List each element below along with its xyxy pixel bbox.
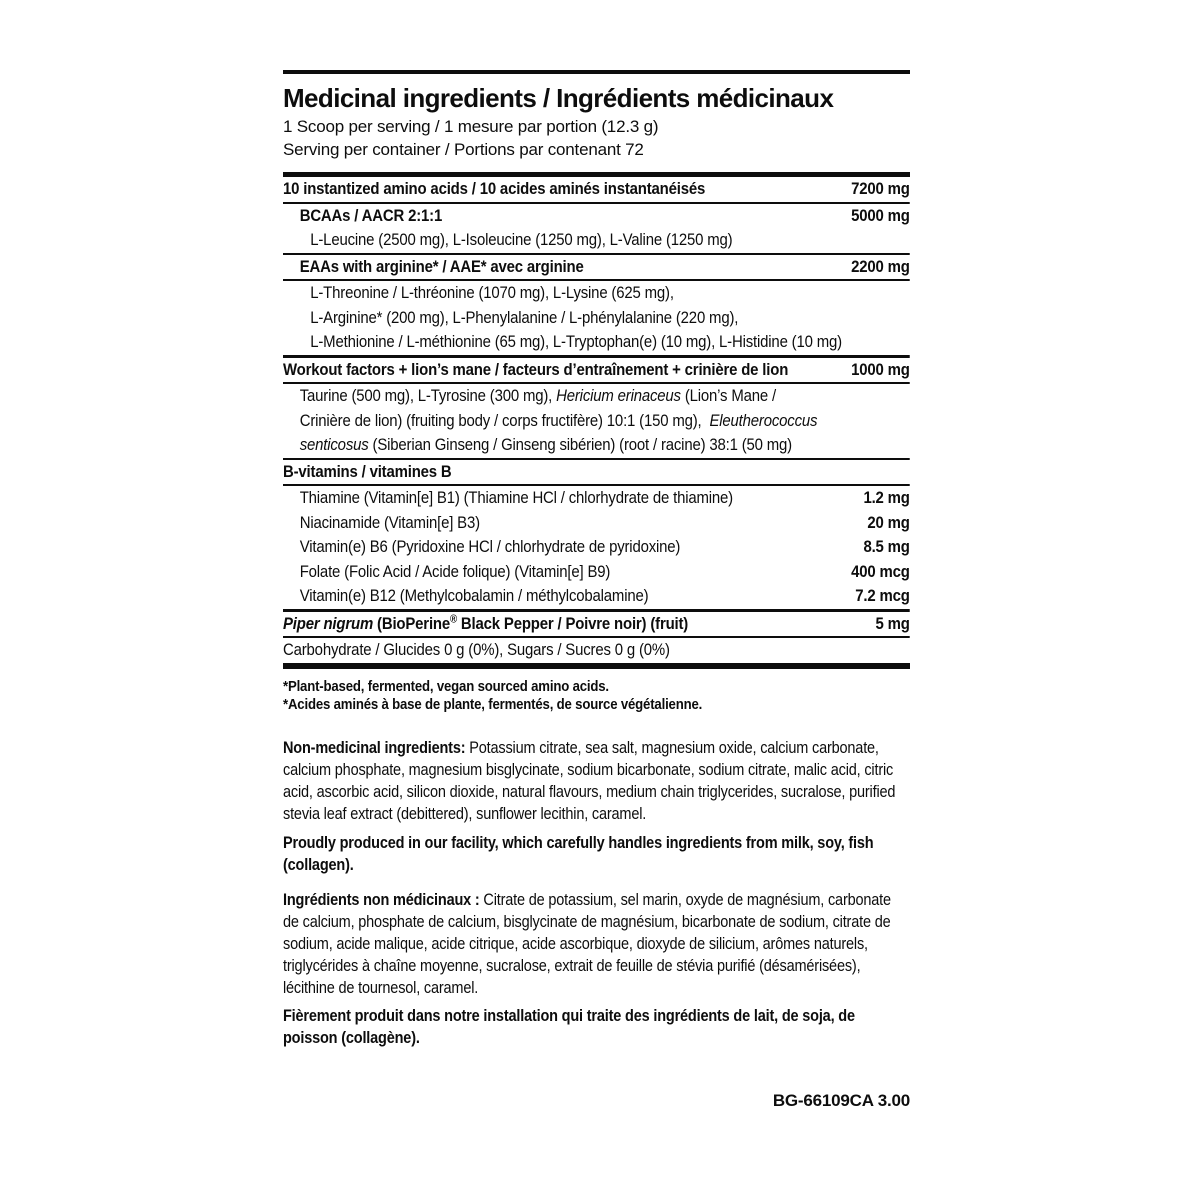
footnotes bbox=[283, 678, 910, 715]
text-segment: Citrate de potassium, sel marin, oxyde de magnésium, carbonate de calcium, phosphate de calcium, bisglycinate de magnésium, bicarbonate de sodium, citrate de sodium, acide malique, acide citrique, acide ascorbique, dioxyde de silicium, arômes naturels, triglycérides à chaîne moyenne, sucralose, extrait de feuille de stévia purifié (désamérisées), lécithine de tournesol, caramel. bbox=[283, 890, 895, 997]
serving-size-line: 1 Scoop per serving / 1 mesure par portion (12.3 g) bbox=[283, 117, 659, 136]
table-row bbox=[283, 584, 910, 612]
ingredient-amount: 1.2 mg bbox=[863, 488, 910, 507]
table-row bbox=[283, 433, 910, 460]
text-segment: Ingrédients non médicinaux : bbox=[283, 890, 480, 909]
footnote-en: *Plant-based, fermented, vegan sourced amino acids. bbox=[283, 677, 609, 695]
table-row bbox=[283, 204, 910, 229]
ingredient-name bbox=[283, 435, 792, 456]
text-segment: L-Leucine (2500 mg), L-Isoleucine (1250 mg), L-Valine (1250 mg) bbox=[310, 230, 733, 249]
ingredient-name bbox=[283, 614, 688, 635]
text-segment: ® bbox=[450, 612, 457, 625]
text-segment: Crinière de lion) (fruiting body / corps fructifère) 10:1 (150 mg), bbox=[299, 410, 710, 430]
text-segment: BCAAs / AACR 2:1:1 bbox=[299, 205, 443, 225]
ingredient-name bbox=[283, 206, 442, 227]
ingredient-name bbox=[283, 562, 610, 583]
ingredient-name bbox=[283, 360, 788, 381]
ingredient-name bbox=[283, 411, 817, 432]
ingredient-amount: 7200 mg bbox=[851, 179, 910, 198]
text-segment: L-Methionine / L-méthionine (65 mg), L-Tryptophan(e) (10 mg), L-Histidine (10 mg) bbox=[310, 332, 842, 351]
text-segment: Eleutherococcus bbox=[709, 410, 818, 430]
footnote-fr: *Acides aminés à base de plante, fermentés, de source végétalienne. bbox=[283, 696, 703, 713]
text-segment: EAAs with arginine* / AAE* avec arginine bbox=[299, 256, 584, 276]
table-row bbox=[283, 638, 910, 663]
ingredient-name bbox=[283, 257, 584, 278]
text-segment: Piper nigrum bbox=[283, 613, 374, 633]
ingredient-name bbox=[283, 488, 733, 509]
table-row bbox=[283, 281, 910, 306]
label-title: Medicinal ingredients / Ingrédients médicinaux bbox=[283, 83, 834, 113]
ingredient-name bbox=[283, 283, 674, 304]
table-row bbox=[283, 612, 910, 639]
table-row bbox=[283, 560, 910, 585]
ingredient-amount: 1000 mg bbox=[851, 359, 910, 379]
text-segment: Niacinamide (Vitamin[e] B3) bbox=[299, 512, 480, 532]
table-row bbox=[283, 358, 910, 385]
text-segment: (Lion’s Mane / bbox=[680, 386, 776, 405]
table-row bbox=[283, 384, 910, 409]
table-row bbox=[283, 330, 910, 358]
text-segment: (Siberian Ginseng / Ginseng sibérien) (root / racine) 38:1 (50 mg) bbox=[368, 435, 792, 454]
ingredient-name bbox=[283, 308, 738, 329]
text-segment: Fièrement produit dans notre installation qui traite des ingrédients de lait, de soja, de poisson (collagène). bbox=[283, 1006, 859, 1047]
ingredient-name bbox=[283, 230, 732, 251]
top-rule bbox=[283, 70, 910, 74]
table-row bbox=[283, 228, 910, 255]
text-segment: Black Pepper / Poivre noir) (fruit) bbox=[456, 613, 689, 633]
table-row bbox=[283, 177, 910, 204]
supplement-facts-label bbox=[283, 70, 910, 1111]
ingredient-name bbox=[283, 513, 480, 534]
ingredient-name bbox=[283, 586, 648, 607]
table-row bbox=[283, 511, 910, 536]
table-row bbox=[283, 306, 910, 331]
table-row bbox=[283, 486, 910, 511]
text-segment: 10 instantized amino acids / 10 acides aminés instantanéisés bbox=[283, 179, 706, 198]
ingredient-amount: 5000 mg bbox=[851, 205, 910, 225]
allergen-statement-fr bbox=[283, 1005, 910, 1049]
text-segment: Vitamin(e) B12 (Methylcobalamin / méthylcobalamine) bbox=[299, 586, 649, 605]
table-row bbox=[283, 535, 910, 560]
text-segment: Folate (Folic Acid / Acide folique) (Vitamin[e] B9) bbox=[299, 561, 611, 581]
text-segment: senticosus bbox=[299, 435, 369, 454]
ingredient-name bbox=[283, 332, 842, 353]
text-segment: L-Threonine / L-thréonine (1070 mg), L-Lysine (625 mg), bbox=[310, 283, 674, 302]
ingredient-amount: 400 mcg bbox=[851, 561, 910, 581]
text-segment: Carbohydrate / Glucides 0 g (0%), Sugars / Sucres 0 g (0%) bbox=[283, 640, 670, 659]
ingredient-amount: 2200 mg bbox=[851, 256, 910, 276]
table-row bbox=[283, 409, 910, 434]
ingredient-name bbox=[283, 640, 670, 661]
ingredient-amount: 8.5 mg bbox=[863, 537, 910, 556]
text-segment: (BioPerine bbox=[373, 613, 451, 633]
text-segment: Vitamin(e) B6 (Pyridoxine HCl / chlorhydrate de pyridoxine) bbox=[299, 537, 681, 556]
ingredient-name bbox=[283, 386, 776, 407]
non-medicinal-ingredients-en bbox=[283, 737, 910, 825]
text-segment: Non-medicinal ingredients: bbox=[283, 738, 466, 757]
text-segment: Hericium erinaceus bbox=[556, 386, 681, 405]
servings-per-container-line: Serving per container / Portions par contenant 72 bbox=[283, 139, 644, 159]
non-medicinal-ingredients-fr bbox=[283, 889, 910, 999]
lot-code: BG-66109CA 3.00 bbox=[772, 1090, 910, 1110]
text-segment: Workout factors + lion’s mane / facteurs d’entraînement + crinière de lion bbox=[283, 359, 789, 379]
text-segment: Taurine (500 mg), L-Tyrosine (300 mg), bbox=[299, 386, 557, 405]
ingredient-amount: 20 mg bbox=[867, 512, 910, 532]
ingredient-name bbox=[283, 179, 705, 200]
allergen-statement-en bbox=[283, 832, 910, 876]
text-segment: B-vitamins / vitamines B bbox=[283, 461, 452, 481]
text-segment: Proudly produced in our facility, which carefully handles ingredients from milk, soy, fish (collagen). bbox=[283, 833, 878, 874]
ingredient-name bbox=[283, 462, 452, 483]
ingredient-amount: 5 mg bbox=[875, 613, 910, 633]
ingredient-amount: 7.2 mcg bbox=[855, 586, 910, 605]
table-row bbox=[283, 460, 910, 487]
text-segment: Thiamine (Vitamin[e] B1) (Thiamine HCl / chlorhydrate de thiamine) bbox=[299, 488, 733, 507]
table-row bbox=[283, 255, 910, 282]
info-paragraphs bbox=[283, 737, 910, 1049]
text-segment: Potassium citrate, sea salt, magnesium oxide, calcium carbonate, calcium phosphate, magnesium bisglycinate, sodium bicarbonate, sodium citrate, malic acid, citric acid, ascorbic acid, silicon dioxide, natural flavours, medium chain triglycerides, sucralose, purified stevia leaf extract (debittered), sunflower lecithin, caramel. bbox=[283, 738, 900, 823]
text-segment: L-Arginine* (200 mg), L-Phenylalanine / L-phénylalanine (220 mg), bbox=[310, 307, 739, 327]
ingredients-table bbox=[283, 177, 910, 663]
ingredient-name bbox=[283, 537, 680, 558]
bottom-rule bbox=[283, 663, 910, 669]
